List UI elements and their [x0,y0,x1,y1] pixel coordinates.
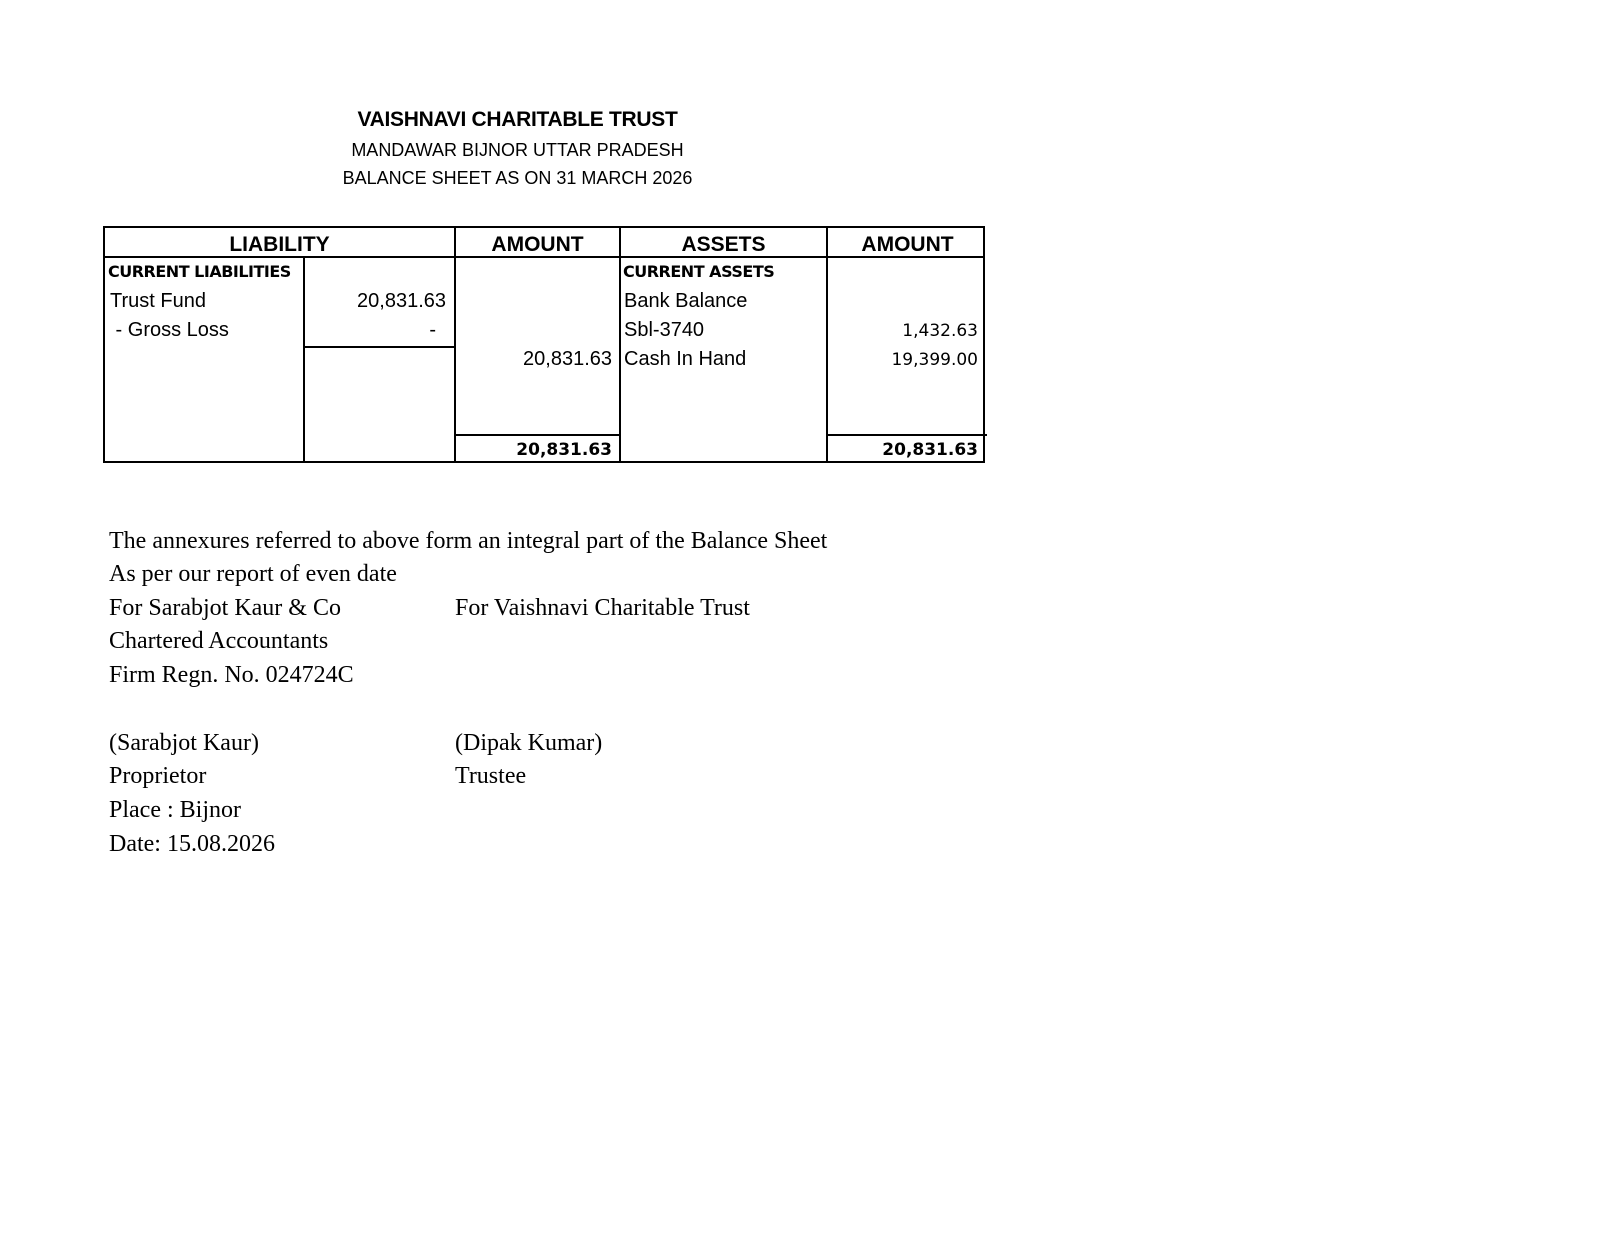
amount-header-left: AMOUNT [491,233,584,256]
amount-header-right: AMOUNT [861,233,954,256]
auditor-type: Chartered Accountants [109,628,329,654]
document-title: BALANCE SHEET AS ON 31 MARCH 2026 [342,168,693,188]
subtotal-rule [303,346,454,348]
report-note: As per our report of even date [109,561,397,587]
cash-in-hand-label: Cash In Hand [624,348,747,370]
current-assets-heading: CURRENT ASSETS [623,262,775,281]
auditor-firm: For Sarabjot Kaur & Co [109,595,341,621]
annexure-note: The annexures referred to above form an integral part of the Balance Sheet [109,528,828,554]
total-rule-right [826,434,987,436]
sbi-account-label: Sbl-3740 [624,319,705,341]
trustee-name: (Dipak Kumar) [455,730,603,756]
current-liabilities-heading: CURRENT LIABILITIES [108,262,291,281]
assets-total: 20,831.63 [882,440,978,460]
organization-address: MANDAWAR BIJNOR UTTAR PRADESH [351,140,684,160]
gross-loss-label: - Gross Loss [110,319,229,341]
date: Date: 15.08.2026 [109,831,275,857]
liability-header: LIABILITY [229,233,330,256]
trust-fund-label: Trust Fund [110,290,206,312]
trust-signatory-for: For Vaishnavi Charitable Trust [455,595,750,621]
cash-in-hand-value: 19,399.00 [891,350,978,370]
auditor-name: (Sarabjot Kaur) [109,730,259,756]
trust-fund-value: 20,831.63 [357,290,446,312]
balance-sheet-table [103,226,985,463]
column-divider [619,228,621,461]
column-divider [454,228,456,461]
gross-loss-value: - [429,319,436,341]
column-divider [826,228,828,461]
column-divider [303,258,305,461]
sbi-account-value: 1,432.63 [902,321,978,341]
firm-registration: Firm Regn. No. 024724C [109,662,354,688]
header-divider [105,256,983,258]
total-rule-left [454,434,619,436]
organization-name: VAISHNAVI CHARITABLE TRUST [357,108,678,131]
assets-header: ASSETS [681,233,766,256]
place: Place : Bijnor [109,797,241,823]
liabilities-total: 20,831.63 [516,440,612,460]
auditor-role: Proprietor [109,763,207,789]
liabilities-subtotal: 20,831.63 [523,348,612,370]
trustee-role: Trustee [455,763,527,789]
bank-balance-label: Bank Balance [624,290,748,312]
